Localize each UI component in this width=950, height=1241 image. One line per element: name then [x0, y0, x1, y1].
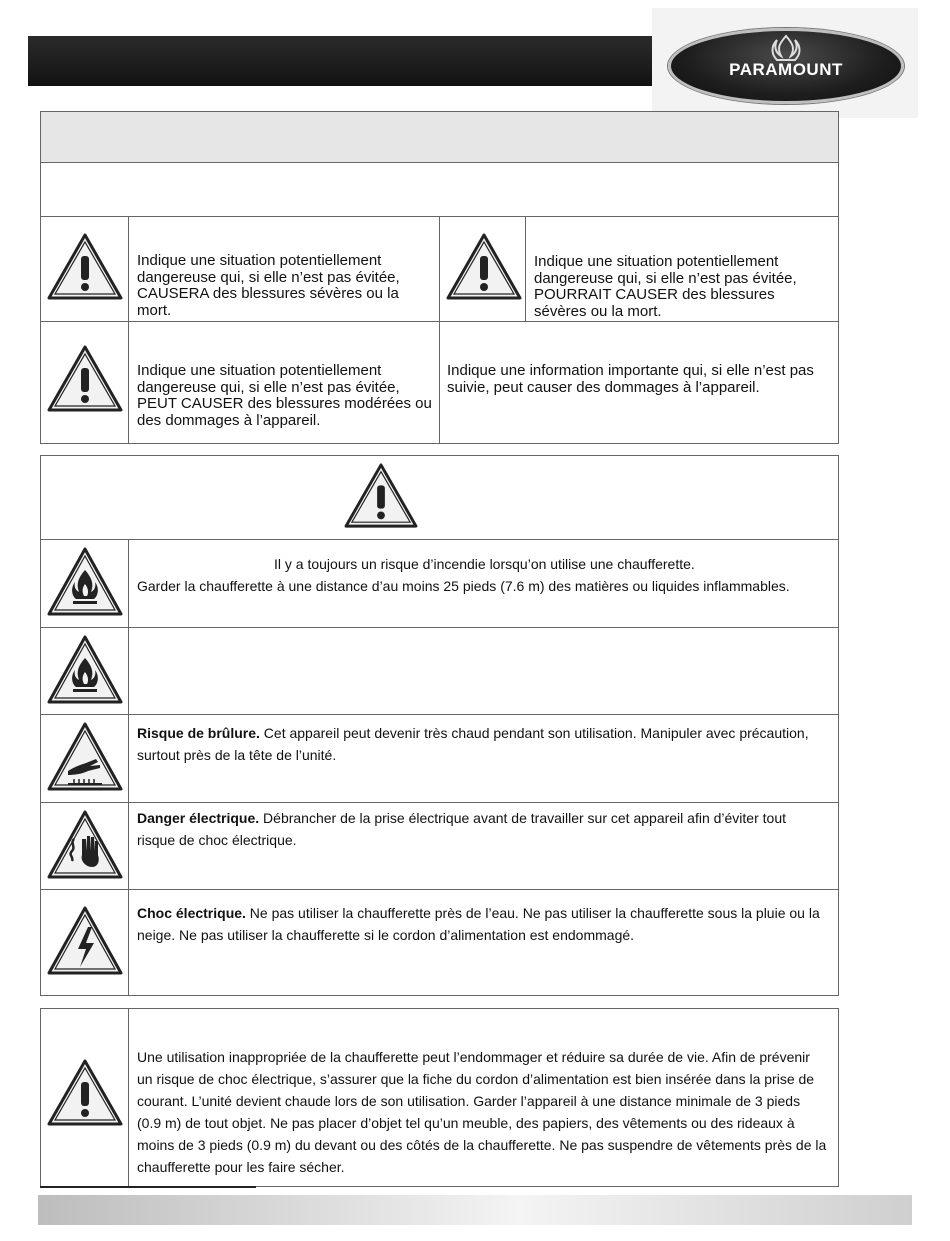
electric-danger-body: Débrancher de la prise électrique avant de travailler sur cet appareil afin d’éviter tout risque de choc électrique. — [137, 810, 786, 848]
electric-shock-title: Choc électrique. — [137, 905, 246, 921]
signal-warning-text: Indique une situation potentiellement dangereuse qui, si elle n’est pas évitée, POURRAIT CAUSER des blessures sévères ou la mort. — [534, 253, 797, 320]
fire-hazard-icon — [46, 546, 124, 618]
signal-caution-text: Indique une situation potentiellement dangereuse qui, si elle n’est pas évitée, PEUT CAUSER des blessures modérées ou des dommages à l’appareil. — [137, 362, 432, 429]
warning-triangle-icon — [46, 344, 124, 414]
high-voltage-icon — [46, 905, 124, 977]
electric-shock-text — [137, 902, 827, 946]
warning-triangle-icon — [343, 462, 419, 530]
burn-warning-body: Cet appareil peut devenir très chaud pendant son utilisation. Manipuler avec précaution, surtout près de la tête de l’unité. — [137, 725, 809, 763]
electric-danger-text — [137, 807, 827, 851]
burn-warning-title: Risque de brûlure. — [137, 725, 260, 741]
fire-warning-line2: Garder la chaufferette à une distance d’au moins 25 pieds (7.6 m) des matières ou liquides inflammables. — [137, 578, 790, 594]
warning-triangle-icon — [46, 1058, 124, 1128]
footer-bar — [38, 1195, 912, 1225]
electric-danger-title: Danger électrique. — [137, 810, 260, 826]
hot-surface-icon — [46, 721, 124, 793]
burn-warning-text — [137, 722, 817, 766]
warning-triangle-icon — [46, 232, 124, 302]
fire-hazard-icon — [46, 634, 124, 706]
header-bar — [28, 36, 718, 86]
signal-table-header — [41, 112, 838, 162]
warning-triangle-icon — [445, 232, 523, 302]
signal-danger-text: Indique une situation potentiellement dangereuse qui, si elle n’est pas évitée, CAUSERA des blessures sévères ou la mort. — [137, 252, 400, 319]
fire-warning-line1: Il y a toujours un risque d’incendie lorsqu’on utilise une chaufferette. — [274, 556, 695, 572]
brand-name: PARAMOUNT — [729, 60, 843, 79]
electric-shock-body: Ne pas utiliser la chaufferette près de l’eau. Ne pas utiliser la chaufferette sous la pluie ou la neige. Ne pas utiliser la chaufferette si le cordon d’alimentation est endommagé. — [137, 905, 820, 943]
electric-hand-icon — [46, 809, 124, 881]
signal-notice-text: Indique une information importante qui, si elle n’est pas suivie, peut causer des dommages à l’appareil. — [447, 362, 814, 396]
flame-logo-icon — [765, 34, 807, 62]
caution-text: Une utilisation inappropriée de la chaufferette peut l’endommager et réduire sa durée de vie. Afin de prévenir un risque de choc électrique, s’assurer que la fiche du cordon d’alimentation est bien insérée dans la prise de courant. L’unité devient chaude lors de son utilisation. Garder l’appareil à une distance minimale de 3 pieds (0.9 m) de tout objet. Ne pas placer d’objet tel qu’un meuble, des papiers, des vêtements ou des rideaux à moins de 3 pieds (0.9 m) du devant ou des côtés de la chaufferette. Ne pas suspendre de vêtements près de la chaufferette pour les faire sécher. — [137, 1049, 827, 1175]
